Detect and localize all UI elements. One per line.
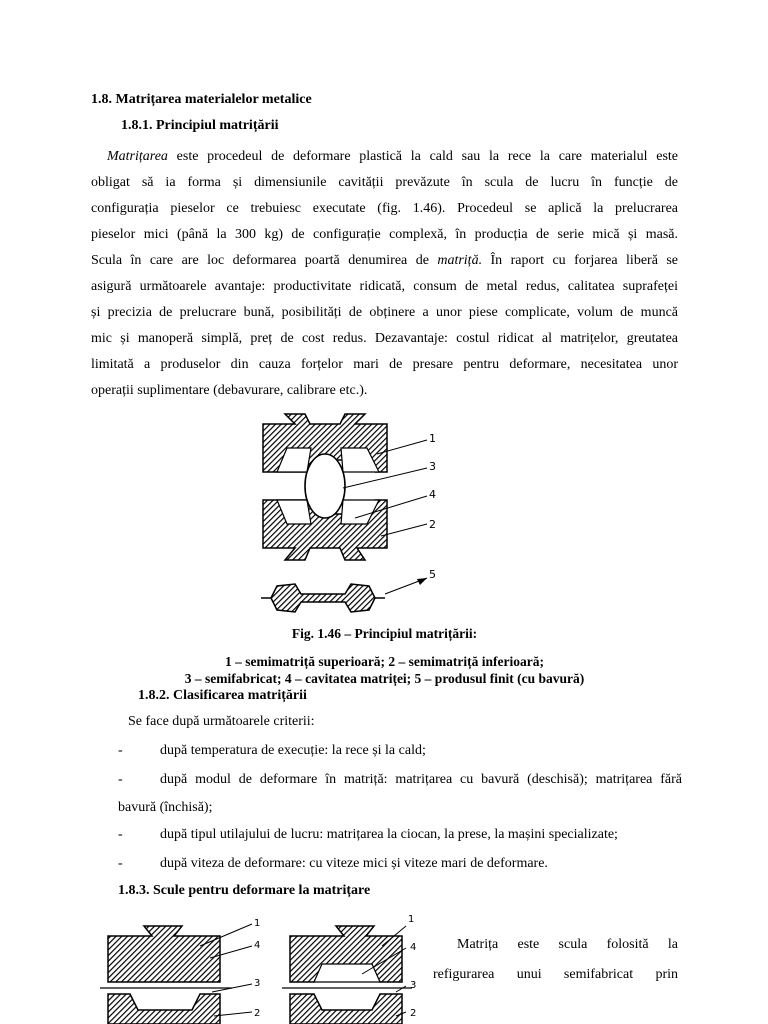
side-line-2: refigurarea unui semifabricat prin <box>433 967 678 982</box>
billet-shape <box>305 454 345 518</box>
figure-caption-line-2: 3 – semifabricat; 4 – cavitatea matriței; 5 – produsul finit (cu bavură) <box>184 671 585 686</box>
subsection-heading-3: 1.8.3. Scule pentru deformare la matrițare <box>118 883 371 898</box>
fig-label-1: 1 <box>429 432 436 445</box>
left-lower-die <box>108 994 220 1024</box>
para-line-8: mic și manoperă simplă, preț de cost redus. Dezavantaje: costul ridicat al matrițelor, greutatea <box>91 331 678 346</box>
fig2-left-label-1: 1 <box>254 918 261 929</box>
criteria-intro: Se face după următoarele criterii: <box>128 714 315 729</box>
bullet-dash-4: - <box>118 856 123 871</box>
bullet-text-2: după modul de deformare în matriță: matrițarea cu bavură (deschisă); matrițarea fără <box>160 772 682 787</box>
left-upper-die <box>108 926 220 982</box>
right-upper-cavity <box>314 964 380 982</box>
para-line-6: asigură următoarele avantaje: productivitate ridicată, consum de metal redus, calitatea suprafeței <box>91 279 678 294</box>
fig-label-5: 5 <box>429 568 436 581</box>
para-line-5: Scula în care are loc deformarea poartă denumirea de matriță. În raport cu forjarea liberă se <box>91 253 678 268</box>
para-line-1: Matrițarea este procedeul de deformare plastică la cald sau la rece la care materialul este <box>107 149 678 164</box>
side-line-1: Matrița este scula folosită la <box>457 937 678 952</box>
fig2-left-label-4: 4 <box>254 940 261 951</box>
section-heading: 1.8. Matrițarea materialelor metalice <box>91 92 312 107</box>
figure-caption-title: Fig. 1.46 – Principiul matrițării: <box>291 626 478 641</box>
bullet-dash-3: - <box>118 827 123 842</box>
para-line-2: obligat să ia forma și dimensiunile cavității prevăzute în scula de lucru în funcție de <box>91 175 678 190</box>
para-line-9: limitată a produselor din cauza forțelor mari de presare pentru deformare, necesitatea unor <box>91 357 678 372</box>
finished-product-shape <box>271 584 375 612</box>
bullet-text-1: după temperatura de execuție: la rece și la cald; <box>160 743 426 758</box>
tooling-figure <box>100 912 430 1024</box>
fig2-right-label-1: 1 <box>408 914 415 925</box>
fig2-right-label-3: 3 <box>410 980 417 991</box>
fig-label-3: 3 <box>429 460 436 473</box>
figure-caption-line-1: 1 – semimatriță superioară; 2 – semimatriță inferioară; <box>224 654 545 669</box>
bullet-dash-2: - <box>118 772 123 787</box>
right-lower-die <box>290 994 402 1024</box>
para-line-4: pieselor mici (până la 300 kg) de configurație complexă, în producția de serie mică și masă. <box>91 227 678 242</box>
fig-label-2: 2 <box>429 518 436 531</box>
fig2-left-label-2: 2 <box>254 1008 261 1019</box>
bullet-dash-1: - <box>118 743 123 758</box>
para-line-7: și precizia de prelucrare bună, posibilități de obținere a unor piese complicate, volum de muncă <box>91 305 678 320</box>
side-paragraph <box>433 930 678 990</box>
fig2-right-label-2: 2 <box>410 1008 417 1019</box>
fig2-right-label-4: 4 <box>410 942 417 953</box>
subsection-heading-1: 1.8.1. Principiul matrițării <box>121 118 279 133</box>
bullet-text-3: după tipul utilajului de lucru: matrițarea la ciocan, la prese, la mașini specializate; <box>160 827 618 842</box>
bullet-text-4: după viteza de deformare: cu viteze mici și viteze mari de deformare. <box>160 856 548 871</box>
figure-1-46 <box>255 410 455 620</box>
subsection-heading-2: 1.8.2. Clasificarea matrițării <box>138 688 307 703</box>
para-line-10: operații suplimentare (debavurare, calibrare etc.). <box>91 383 368 398</box>
para-line-3: configurația pieselor ce trebuiesc executate (fig. 1.46). Procedeul se aplică la prelucrarea <box>91 201 678 216</box>
bullet-text-2-cont: bavură (închisă); <box>118 800 213 815</box>
principle-paragraph <box>91 144 678 404</box>
fig-label-4: 4 <box>429 488 436 501</box>
fig2-left-label-3: 3 <box>254 978 261 989</box>
